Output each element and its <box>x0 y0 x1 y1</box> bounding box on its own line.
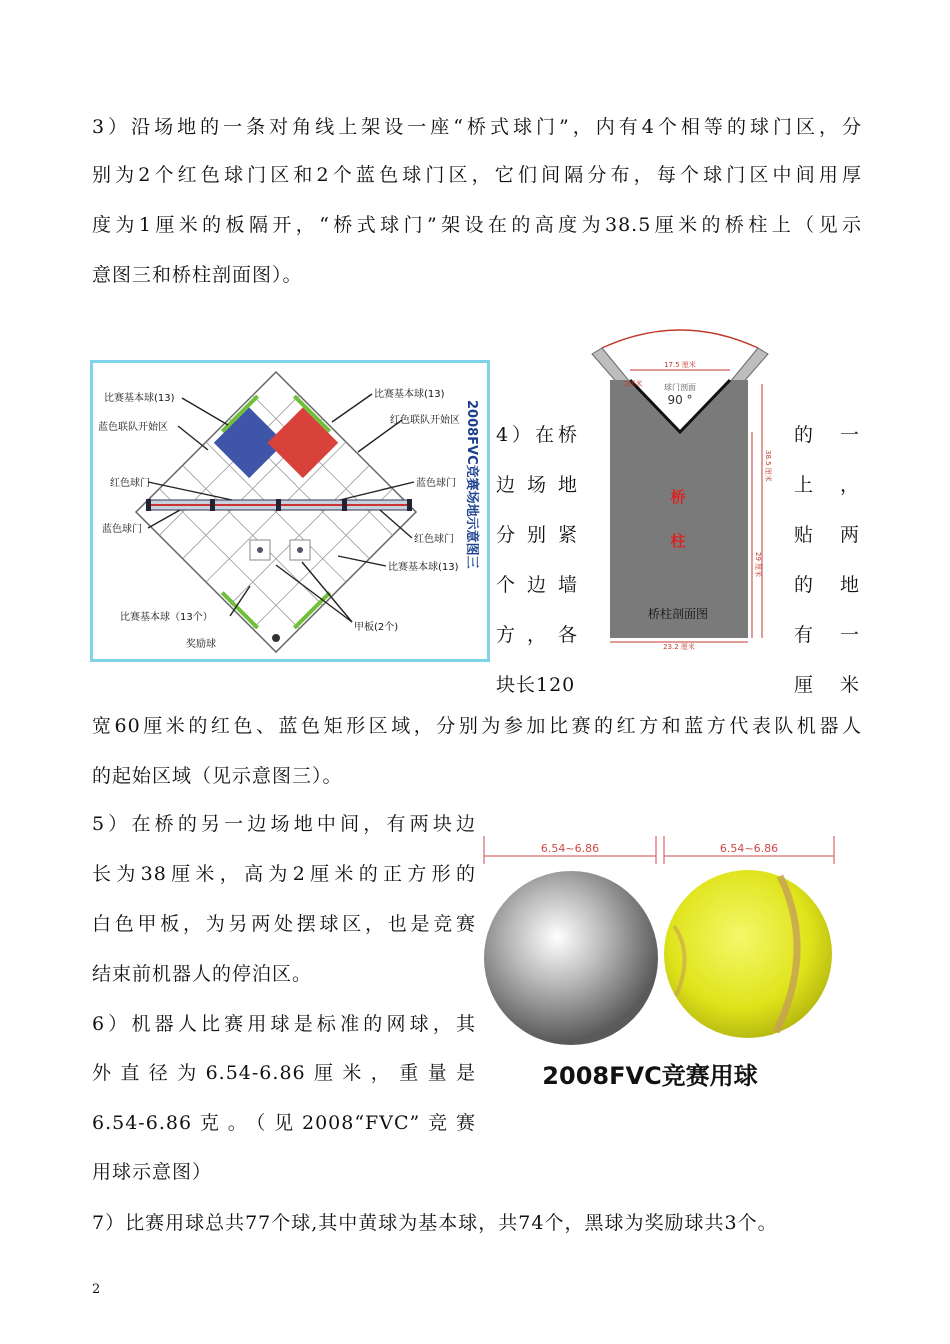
para4-line-2: 的起始区域（见示意图三）。 <box>92 765 343 787</box>
ball-dim-right: 6.54~6.86 <box>719 842 779 855</box>
para6-line-3: 6.54-6.86克。（见2008“FVC”竞赛 <box>92 1112 476 1134</box>
label-basic-ball-bottom-left: 比赛基本球（13个） <box>120 612 213 623</box>
label-blue-goal-right: 蓝色球门 <box>416 478 456 489</box>
pillar-section-label: 球门剖面 <box>664 383 696 392</box>
pillar-caption: 桥柱剖面图 <box>647 607 709 621</box>
para6-line-1: 6）机器人比赛用球是标准的网球，其 <box>92 1013 476 1035</box>
para6-line-2: 外直径为6.54-6.86厘米，重量是 <box>92 1062 476 1084</box>
label-red-goal-left: 红色球门 <box>110 478 150 489</box>
page-number: 2 <box>92 1282 101 1297</box>
label-blue-goal-left: 蓝色球门 <box>102 524 142 535</box>
para7-line: 7）比赛用球总共77个球,其中黄球为基本球，共74个，黑球为奖励球共3个。 <box>92 1212 778 1234</box>
label-basic-ball-tr: 比赛基本球(13) <box>374 389 445 400</box>
para4-left-6: 块长120 <box>496 674 576 696</box>
field-diagram-svg <box>90 360 490 662</box>
ball-figure-svg <box>480 830 840 1100</box>
para3-line-4: 意图三和桥柱剖面图）。 <box>92 264 303 286</box>
para4-left-3: 分别紧 <box>496 524 578 546</box>
pillar-small-dim: 2厘米 <box>624 380 643 388</box>
pillar-diagram <box>580 320 780 650</box>
para4-right-column <box>794 410 860 710</box>
para4-line-1: 宽60厘米的红色、蓝色矩形区域，分别为参加比赛的红方和蓝方代表队机器人 <box>92 715 862 737</box>
para6-line-4: 用球示意图） <box>92 1161 213 1183</box>
para5-line-3: 白色甲板，为另两处摆球区，也是竞赛 <box>92 913 476 935</box>
para3-line-3: 度为1厘米的板隔开，“桥式球门”架设在的高度为38.5厘米的桥柱上（见示 <box>92 214 862 236</box>
para4-left-2: 边场地 <box>496 474 578 496</box>
label-basic-ball-tl: 比赛基本球(13) <box>104 393 175 404</box>
para5-line-2: 长为38厘米，高为2厘米的正方形的 <box>92 863 476 885</box>
para5-line-4: 结束前机器人的停泊区。 <box>92 963 313 985</box>
yellow-ball <box>664 870 832 1038</box>
pillar-body <box>610 380 748 638</box>
para4-right-3: 贴两 <box>794 524 860 546</box>
label-plate: 甲板(2个) <box>354 622 399 633</box>
ball-figure <box>480 830 840 1100</box>
label-red-start: 红色联队开始区 <box>390 415 460 426</box>
label-blue-start: 蓝色联队开始区 <box>98 422 168 433</box>
pillar-height-lower: 29 厘米 <box>754 552 762 578</box>
para5-line-1: 5）在桥的另一边场地中间，有两块边 <box>92 813 476 835</box>
pillar-top-width: 17.5 厘米 <box>664 361 696 369</box>
para4-right-4: 的地 <box>794 574 860 596</box>
para4-left-4: 个边墙 <box>496 574 578 596</box>
label-red-goal-right: 红色球门 <box>414 534 454 545</box>
pillar-height-total: 38.5 厘米 <box>764 450 772 482</box>
pillar-angle: 90 ° <box>667 393 693 407</box>
field-diagram-side-title: 2008FVC竞赛场地示意图三 <box>464 400 479 569</box>
para4-left-5: 方，各 <box>496 624 578 646</box>
bonus-ball-marker <box>272 634 280 642</box>
para4-right-5: 有一 <box>794 624 860 646</box>
para4-right-2: 上， <box>794 474 860 496</box>
para4-left-column <box>496 410 578 710</box>
pillar-diagram-svg <box>580 320 780 650</box>
para3-line-2: 别为2个红色球门区和2个蓝色球门区，它们间隔分布，每个球门区中间用厚 <box>92 164 862 186</box>
pillar-text-2: 柱 <box>670 532 686 550</box>
ball-caption: 2008FVC竞赛用球 <box>542 1062 758 1090</box>
label-bonus-ball: 奖励球 <box>186 639 216 650</box>
field-diagram <box>90 360 490 662</box>
para4-right-1: 的一 <box>794 424 860 446</box>
ball-dim-left: 6.54~6.86 <box>540 842 600 855</box>
para4-right-6: 厘米 <box>794 674 860 696</box>
pillar-bottom-width: 23.2 厘米 <box>663 643 695 650</box>
para3-line-1: 3）沿场地的一条对角线上架设一座“桥式球门”，内有4个相等的球门区，分 <box>92 116 862 138</box>
gray-ball <box>484 871 658 1045</box>
para4-left-1: 4）在桥 <box>496 424 578 446</box>
label-basic-ball-right: 比赛基本球(13) <box>388 562 459 573</box>
pillar-text-1: 桥 <box>670 488 686 506</box>
